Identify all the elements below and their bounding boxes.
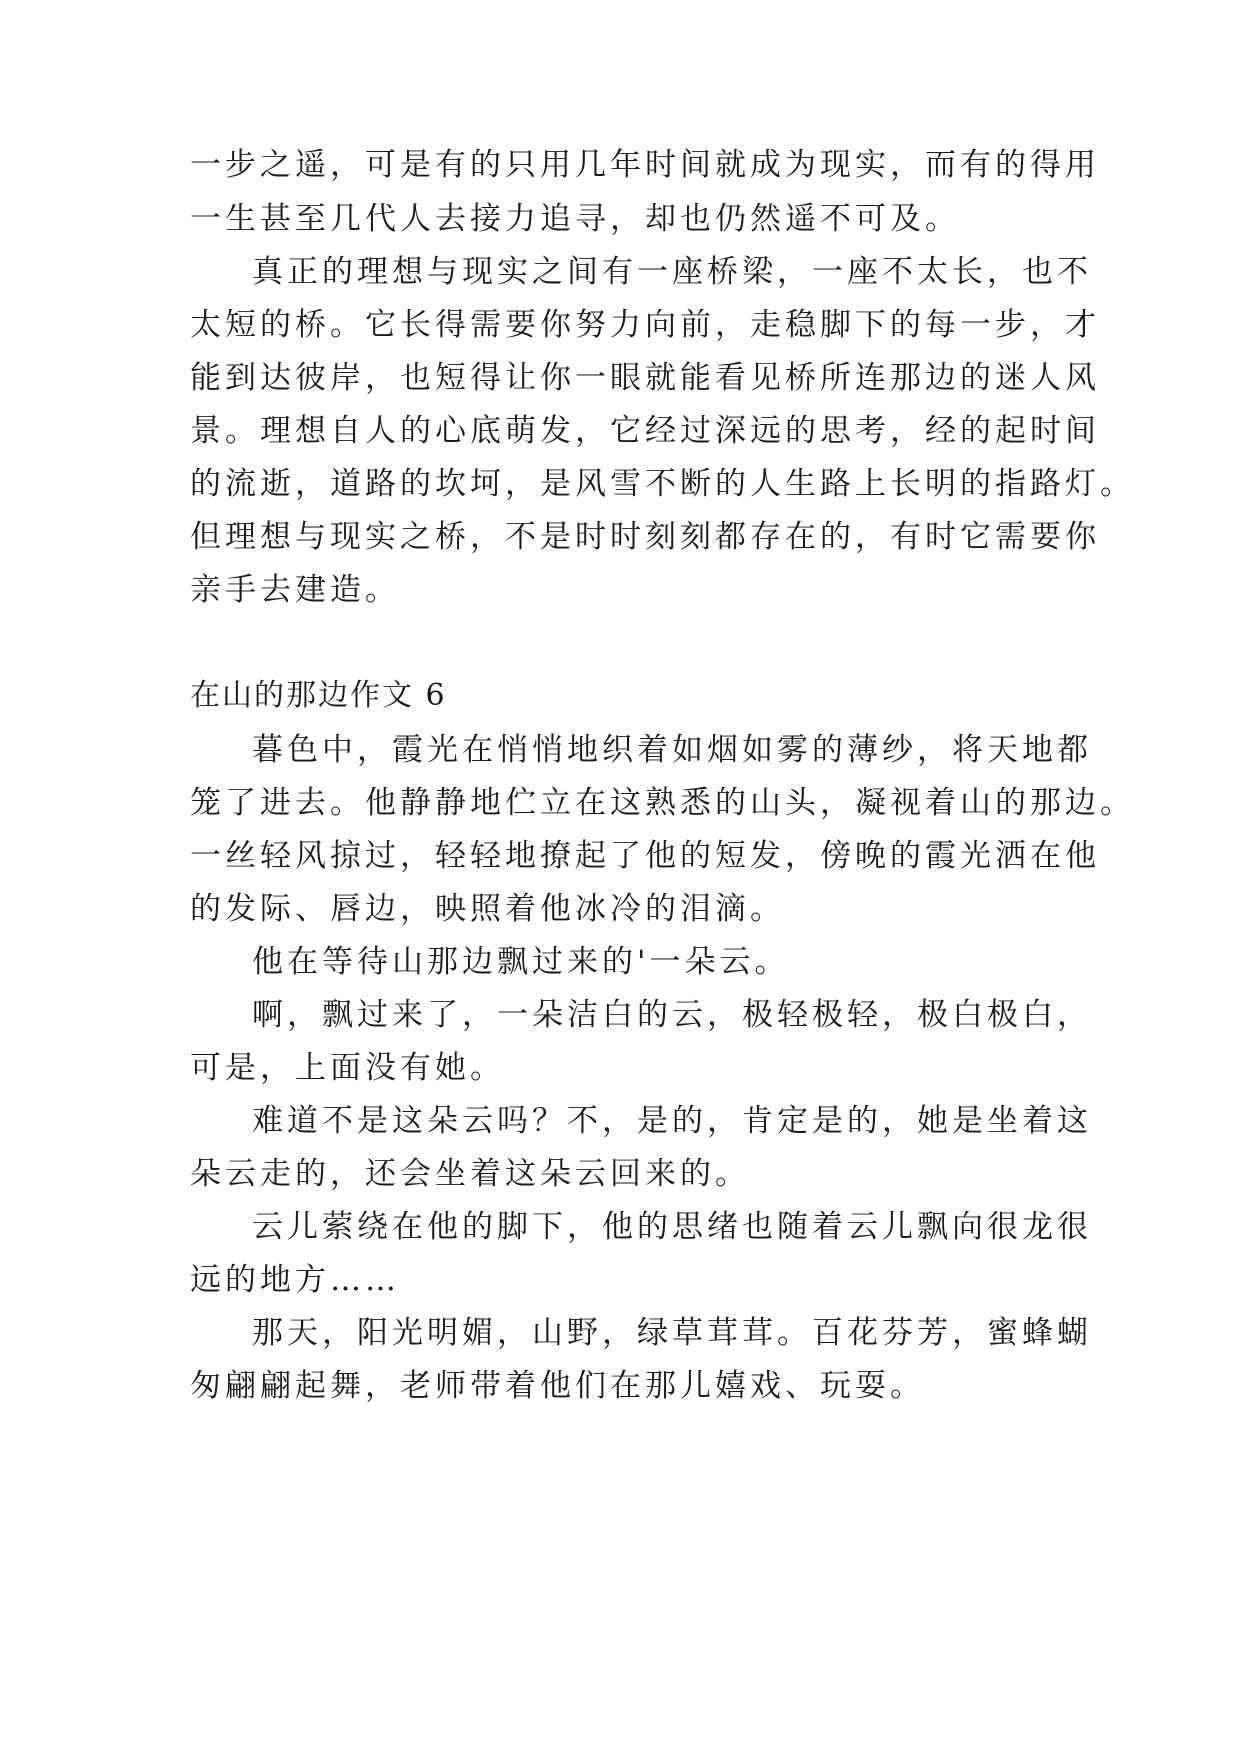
- paragraph-line: 一步之遥，可是有的只用几年时间就成为现实，而有的得用: [190, 147, 1100, 183]
- paragraph-line: 但理想与现实之桥，不是时时刻刻都存在的，有时它需要你: [190, 519, 1100, 555]
- paragraph-line: 真正的理想与现实之间有一座桥梁，一座不太长，也不: [252, 254, 1092, 290]
- paragraph-line: 太短的桥。它长得需要你努力向前，走稳脚下的每一步，才: [190, 307, 1100, 343]
- paragraph-line: 一生甚至几代人去接力追寻，却也仍然遥不可及。: [190, 201, 960, 237]
- paragraph-line: 他在等待山那边飘过来的'一朵云。: [252, 944, 790, 980]
- paragraph-line: 暮色中，霞光在悄悄地织着如烟如雾的薄纱，将天地都: [252, 732, 1092, 768]
- paragraph-line: 能到达彼岸，也短得让你一眼就能看见桥所连那边的迷人风: [190, 360, 1100, 396]
- paragraph-line: 亲手去建造。: [190, 572, 400, 608]
- paragraph-line: 啊，飘过来了，一朵洁白的云，极轻极轻，极白极白，: [252, 997, 1092, 1033]
- paragraph-line: 云儿萦绕在他的脚下，他的思绪也随着云儿飘向很龙很: [252, 1209, 1092, 1245]
- section-heading: 在山的那边作文 6: [190, 678, 447, 713]
- paragraph-line: 可是，上面没有她。: [190, 1050, 505, 1086]
- paragraph-line: 景。理想自人的心底萌发，它经过深远的思考，经的起时间: [190, 413, 1100, 449]
- paragraph-line: 一丝轻风掠过，轻轻地撩起了他的短发，傍晚的霞光洒在他: [190, 838, 1100, 874]
- paragraph-line: 匆翩翩起舞，老师带着他们在那儿嬉戏、玩耍。: [190, 1368, 925, 1404]
- paragraph-line: 难道不是这朵云吗？不，是的，肯定是的，她是坐着这: [252, 1103, 1092, 1139]
- paragraph-line: 那天，阳光明媚，山野，绿草茸茸。百花芬芳，蜜蜂蝴: [252, 1315, 1092, 1351]
- paragraph-line: 的流逝，道路的坎坷，是风雪不断的人生路上长明的指路灯。: [190, 466, 1135, 502]
- paragraph-line: 的发际、唇边，映照着他冰冷的泪滴。: [190, 891, 785, 927]
- paragraph-line: 笼了进去。他静静地伫立在这熟悉的山头，凝视着山的那边。: [190, 785, 1135, 821]
- paragraph-line: 远的地方……: [190, 1262, 400, 1298]
- paragraph-line: 朵云走的，还会坐着这朵云回来的。: [190, 1156, 750, 1192]
